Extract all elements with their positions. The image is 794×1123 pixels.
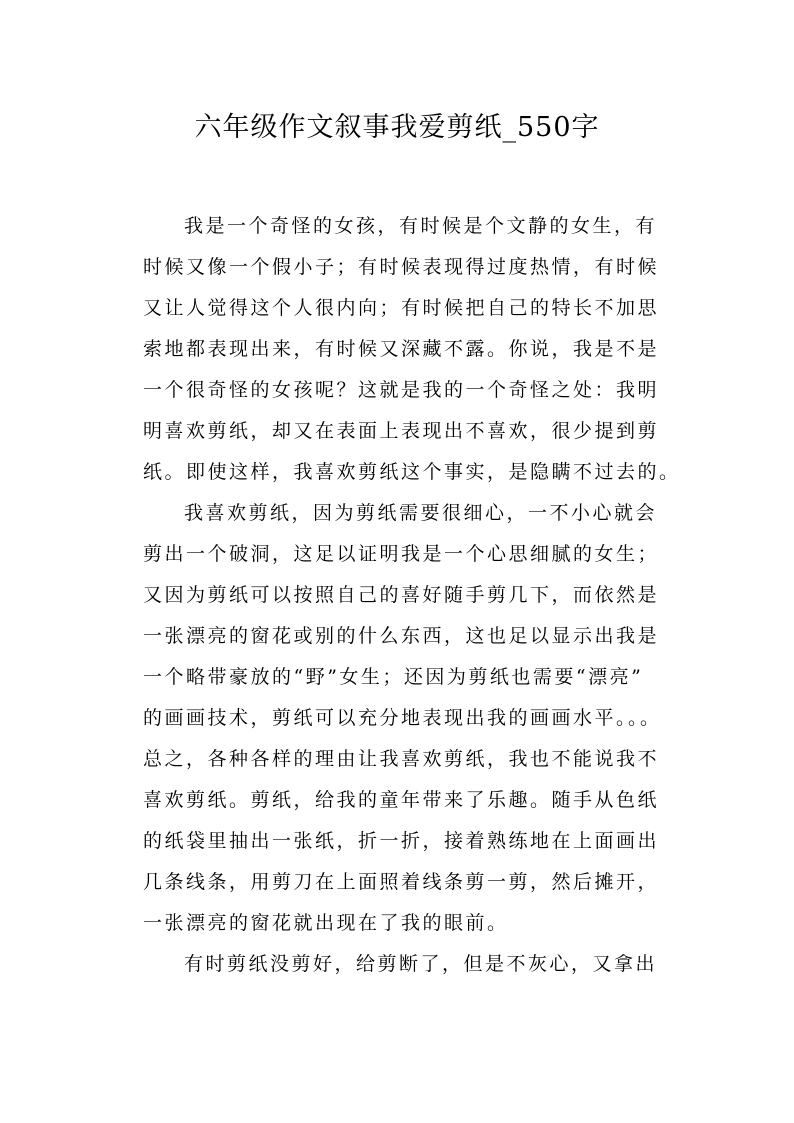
document-title: 六年级作文叙事我爱剪纸_550字 [194,112,600,143]
paragraph-line: 明喜欢剪纸，却又在表面上表现出不喜欢，很少提到剪 [143,420,660,442]
paragraph-line: 一个略带豪放的“野”女生；还因为剪纸也需要“漂亮” [143,666,644,688]
paragraph-line: 一个很奇怪的女孩呢？这就是我的一个奇怪之处：我明 [143,379,660,401]
paragraph-line: 总之，各种各样的理由让我喜欢剪纸，我也不能说我不 [143,748,660,770]
paragraph-line: 索地都表现出来，有时候又深藏不露。你说，我是不是 [143,338,660,360]
paragraph-line: 的画画技术，剪纸可以充分地表现出我的画画水平。。。 [143,707,662,729]
paragraph-line: 几条线条，用剪刀在上面照着线条剪一剪，然后摊开， [143,871,660,893]
document-body [143,206,683,985]
paragraph-line: 我喜欢剪纸，因为剪纸需要很细心，一不小心就会 [184,502,658,524]
paragraph-line: 有时剪纸没剪好，给剪断了，但是不灰心，又拿出 [184,953,658,975]
paragraph-line: 又让人觉得这个人很内向；有时候把自己的特长不加思 [143,297,660,319]
paragraph-line: 纸。即使这样，我喜欢剪纸这个事实，是隐瞒不过去的。 [143,461,681,483]
paragraph-line: 的纸袋里抽出一张纸，折一折，接着熟练地在上面画出 [143,830,660,852]
paragraph-line: 一张漂亮的窗花就出现在了我的眼前。 [143,912,509,934]
paragraph-line: 剪出一个破洞，这足以证明我是一个心思细腻的女生； [143,543,660,565]
paragraph-line: 喜欢剪纸。剪纸，给我的童年带来了乐趣。随手从色纸 [143,789,660,811]
paragraph-line: 时候又像一个假小子；有时候表现得过度热情，有时候 [143,256,660,278]
paragraph-line: 又因为剪纸可以按照自己的喜好随手剪几下，而依然是 [143,584,660,606]
paragraph-line: 我是一个奇怪的女孩，有时候是个文静的女生，有 [184,215,658,237]
paragraph-line: 一张漂亮的窗花或别的什么东西，这也足以显示出我是 [143,625,660,647]
